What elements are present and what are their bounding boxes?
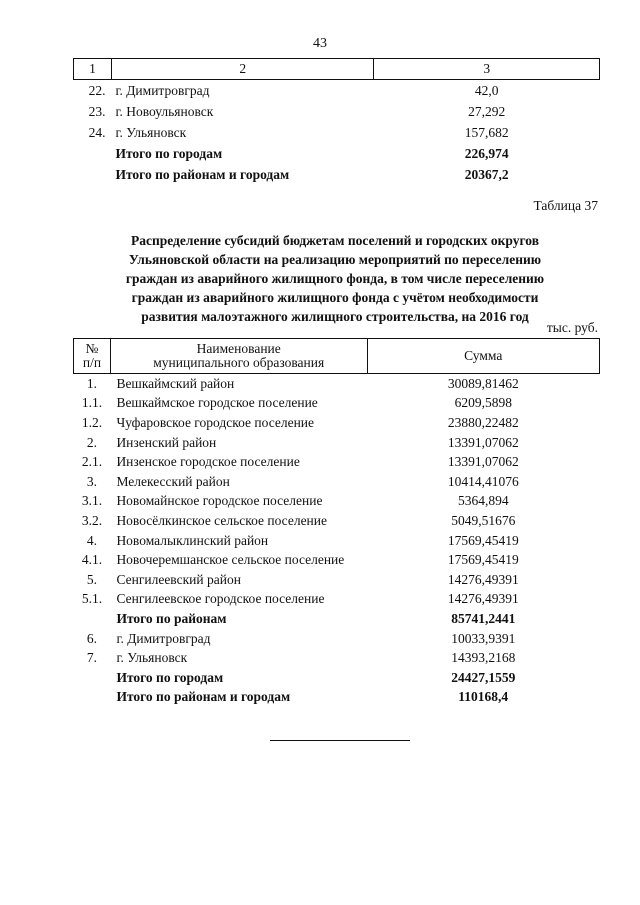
table-row xyxy=(74,122,600,143)
row-sum: 85741,2441 xyxy=(451,610,516,626)
row-number: 4. xyxy=(86,532,98,548)
table-row xyxy=(74,374,600,394)
row-number: 23. xyxy=(88,103,106,119)
title-line: Распределение субсидий бюджетам поселений и городских округов xyxy=(130,233,540,248)
table-row xyxy=(74,590,600,610)
row-name: Чуфаровское городское поселение xyxy=(116,414,315,430)
row-number: 5.1. xyxy=(81,591,103,607)
table-row xyxy=(74,648,600,668)
row-sum: 17569,45419 xyxy=(447,532,519,548)
row-name: г. Ульяновск xyxy=(116,650,188,666)
row-name: Мелекесский район xyxy=(116,473,230,489)
row-number: 22. xyxy=(88,82,106,98)
title-line: граждан из аварийного жилищного фонда с учётом необходимости xyxy=(131,290,539,305)
row-sum: 5049,51676 xyxy=(451,512,516,528)
row-number: 3. xyxy=(86,473,98,489)
row-name: Инзенский район xyxy=(116,434,217,450)
column-header: 1 xyxy=(74,59,112,80)
row-name: Сенгилеевское городское поселение xyxy=(116,591,325,607)
table-row xyxy=(74,511,600,531)
column-header: 2 xyxy=(111,59,374,80)
table-row xyxy=(74,550,600,570)
row-name: Новосёлкинское сельское поселение xyxy=(116,512,327,528)
total-row xyxy=(74,668,600,688)
row-sum: 27,292 xyxy=(468,103,506,119)
table-title xyxy=(80,231,590,326)
row-number: 5. xyxy=(86,571,98,587)
row-number xyxy=(74,688,111,708)
title-line: развития малоэтажного жилищного строительства, на 2016 год xyxy=(141,309,529,324)
row-name: г. Димитровград xyxy=(115,82,210,98)
row-name: г. Димитровград xyxy=(116,630,211,646)
row-number: 7. xyxy=(86,650,98,666)
continuation-table xyxy=(73,58,600,185)
name-column-header: Наименование муниципального образования xyxy=(110,339,367,374)
row-name: Новочеремшанское сельское поселение xyxy=(116,552,345,568)
row-number: 1.2. xyxy=(81,414,103,430)
continuation-header-row xyxy=(74,59,600,80)
row-sum: 13391,07062 xyxy=(447,434,519,450)
table-row xyxy=(74,452,600,472)
unit-label: тыс. руб. xyxy=(546,320,598,335)
row-sum: 10414,41076 xyxy=(447,473,519,489)
row-sum: 14276,49391 xyxy=(447,571,519,587)
total-row xyxy=(74,164,600,185)
row-number: 3.2. xyxy=(81,512,103,528)
row-number: 1. xyxy=(86,375,98,391)
table-row xyxy=(74,570,600,590)
subsidy-table xyxy=(73,338,600,707)
row-sum: 30089,81462 xyxy=(447,375,519,391)
row-name: Вешкаймское городское поселение xyxy=(116,395,318,411)
title-line: граждан из аварийного жилищного фонда, в том числе переселению xyxy=(125,271,545,286)
table-row xyxy=(74,629,600,649)
row-sum: 17569,45419 xyxy=(447,552,519,568)
row-name: Итого по районам и городам xyxy=(115,166,290,182)
row-number: 6. xyxy=(86,630,98,646)
separator-line xyxy=(270,740,410,741)
row-number xyxy=(74,609,111,629)
row-name: г. Новоульяновск xyxy=(115,103,214,119)
row-name: Новомайнское городское поселение xyxy=(116,493,323,509)
row-sum: 6209,5898 xyxy=(454,395,512,411)
row-name: Вешкаймский район xyxy=(116,375,235,391)
row-number: 1.1. xyxy=(81,395,103,411)
row-name: Инзенское городское поселение xyxy=(116,454,300,470)
table-row xyxy=(74,472,600,492)
table-label: Таблица 37 xyxy=(533,198,598,213)
row-sum: 14393,2168 xyxy=(451,650,516,666)
number-column-header: № п/п xyxy=(74,339,111,374)
row-number: 3.1. xyxy=(81,493,103,509)
table-row xyxy=(74,413,600,433)
table-row xyxy=(74,492,600,512)
row-sum: 10033,9391 xyxy=(451,630,516,646)
row-sum: 110168,4 xyxy=(458,689,509,705)
table-row xyxy=(74,80,600,102)
row-number: 24. xyxy=(88,124,106,140)
row-sum: 24427,1559 xyxy=(451,669,516,685)
title-line: Ульяновской области на реализацию мероприятий по переселению xyxy=(128,252,542,267)
row-sum: 23880,22482 xyxy=(447,414,519,430)
table-row xyxy=(74,433,600,453)
row-sum: 42,0 xyxy=(474,82,499,98)
row-number: 2. xyxy=(86,434,98,450)
row-name: Новомалыклинский район xyxy=(116,532,269,548)
row-number: 4.1. xyxy=(81,552,103,568)
row-number xyxy=(74,164,112,185)
table-row xyxy=(74,531,600,551)
row-sum: 226,974 xyxy=(464,145,509,161)
column-header: 3 xyxy=(374,59,600,80)
page-number: 43 xyxy=(313,36,327,51)
sum-column-header: Сумма xyxy=(367,339,600,374)
total-row xyxy=(74,688,600,708)
row-name: Сенгилеевский район xyxy=(116,571,241,587)
row-sum: 14276,49391 xyxy=(447,591,519,607)
row-number xyxy=(74,143,112,164)
row-name: Итого по городам xyxy=(115,145,223,161)
row-sum: 5364,894 xyxy=(457,493,509,509)
row-number: 2.1. xyxy=(81,454,103,470)
row-sum: 13391,07062 xyxy=(447,454,519,470)
row-sum: 20367,2 xyxy=(464,166,509,182)
total-row xyxy=(74,143,600,164)
subsidy-header-row xyxy=(74,339,600,374)
row-sum: 157,682 xyxy=(464,124,509,140)
row-name: Итого по районам xyxy=(116,610,227,626)
row-name: Итого по городам xyxy=(116,669,224,685)
table-row xyxy=(74,394,600,414)
row-number xyxy=(74,668,111,688)
table-row xyxy=(74,101,600,122)
row-name: Итого по районам и городам xyxy=(116,689,291,705)
row-name: г. Ульяновск xyxy=(115,124,187,140)
total-row xyxy=(74,609,600,629)
